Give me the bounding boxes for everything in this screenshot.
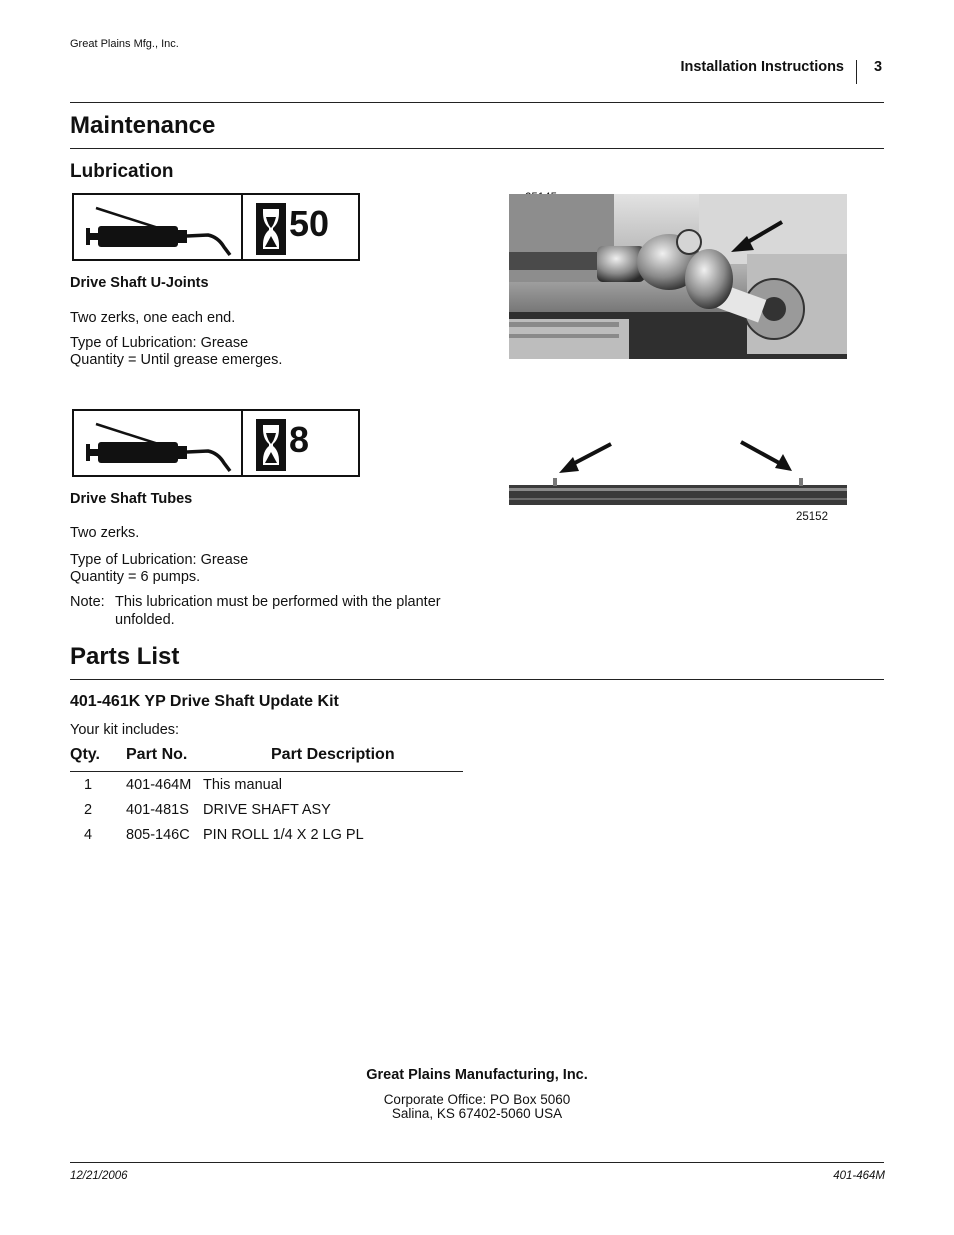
lubrication-interval [243, 411, 358, 475]
drive-shaft-tube-photo [509, 440, 847, 508]
header-rule [70, 102, 884, 103]
qty-cell: 4 [84, 826, 93, 843]
parts-list-rule [70, 679, 884, 680]
lubrication-quantity: Quantity = Until grease emerges. [70, 352, 283, 368]
footer-company: Great Plains Manufacturing, Inc. [366, 1067, 588, 1083]
note-text: This lubrication must be performed with the planter [115, 594, 441, 610]
lubrication-heading: Lubrication [70, 161, 174, 182]
page-number: 3 [874, 59, 883, 75]
u-joint-photo [509, 194, 847, 359]
column-header-part-no: Part No. [126, 745, 271, 772]
item-title-u-joints: Drive Shaft U-Joints [70, 275, 209, 291]
item-description: Two zerks. [70, 525, 140, 541]
grease-gun-icon [74, 195, 243, 259]
parts-list-heading: Parts List [70, 643, 180, 670]
table-row [70, 772, 463, 798]
part-description: DRIVE SHAFT ASY [203, 801, 331, 818]
part-number: 401-464M [126, 776, 192, 793]
part-number: 401-481S [126, 801, 189, 818]
grease-gun-icon [74, 411, 243, 475]
column-header-description: Part Description [271, 745, 463, 772]
table-row [70, 822, 463, 847]
part-cell [126, 822, 463, 847]
lubrication-type: Type of Lubrication: Grease [70, 335, 249, 351]
hourglass-icon [256, 203, 286, 255]
footer-address-line: Salina, KS 67402-5060 USA [391, 1106, 563, 1121]
footer-rule [70, 1162, 884, 1163]
table-header-row [70, 745, 463, 772]
part-cell [126, 772, 463, 798]
header-title: Installation Instructions [680, 59, 844, 75]
note-text-continued: unfolded. [115, 612, 175, 628]
figure-number: 25152 [796, 511, 828, 523]
interval-hours: 8 [289, 419, 310, 460]
footer-doc-number: 401-464M [833, 1170, 885, 1182]
note-label: Note: [70, 594, 105, 610]
column-header-qty: Qty. [70, 745, 126, 772]
footer-address [0, 1093, 954, 1121]
part-number: 805-146C [126, 826, 190, 843]
lubrication-interval [243, 195, 358, 259]
footer-address-line: Corporate Office: PO Box 5060 [383, 1092, 571, 1107]
qty-cell: 1 [84, 776, 93, 793]
header-company: Great Plains Mfg., Inc. [70, 38, 179, 50]
part-description: PIN ROLL 1/4 X 2 LG PL [203, 826, 364, 843]
part-description: This manual [203, 776, 282, 793]
kit-intro: Your kit includes: [70, 722, 180, 738]
interval-hours: 50 [289, 203, 330, 244]
maintenance-rule [70, 148, 884, 149]
kit-title: 401-461K YP Drive Shaft Update Kit [70, 693, 339, 710]
footer-date: 12/21/2006 [70, 1170, 128, 1182]
item-title-tubes: Drive Shaft Tubes [70, 491, 193, 507]
maintenance-heading: Maintenance [70, 112, 216, 139]
part-cell [126, 797, 463, 822]
lubrication-interval-box-1 [72, 193, 360, 261]
parts-table [70, 745, 463, 847]
header-separator [856, 60, 857, 84]
lubrication-type: Type of Lubrication: Grease [70, 552, 249, 568]
item-description: Two zerks, one each end. [70, 310, 236, 326]
hourglass-icon [256, 419, 286, 471]
lubrication-interval-box-2 [72, 409, 360, 477]
table-row [70, 797, 463, 822]
qty-cell: 2 [84, 801, 93, 818]
lubrication-quantity: Quantity = 6 pumps. [70, 569, 201, 585]
